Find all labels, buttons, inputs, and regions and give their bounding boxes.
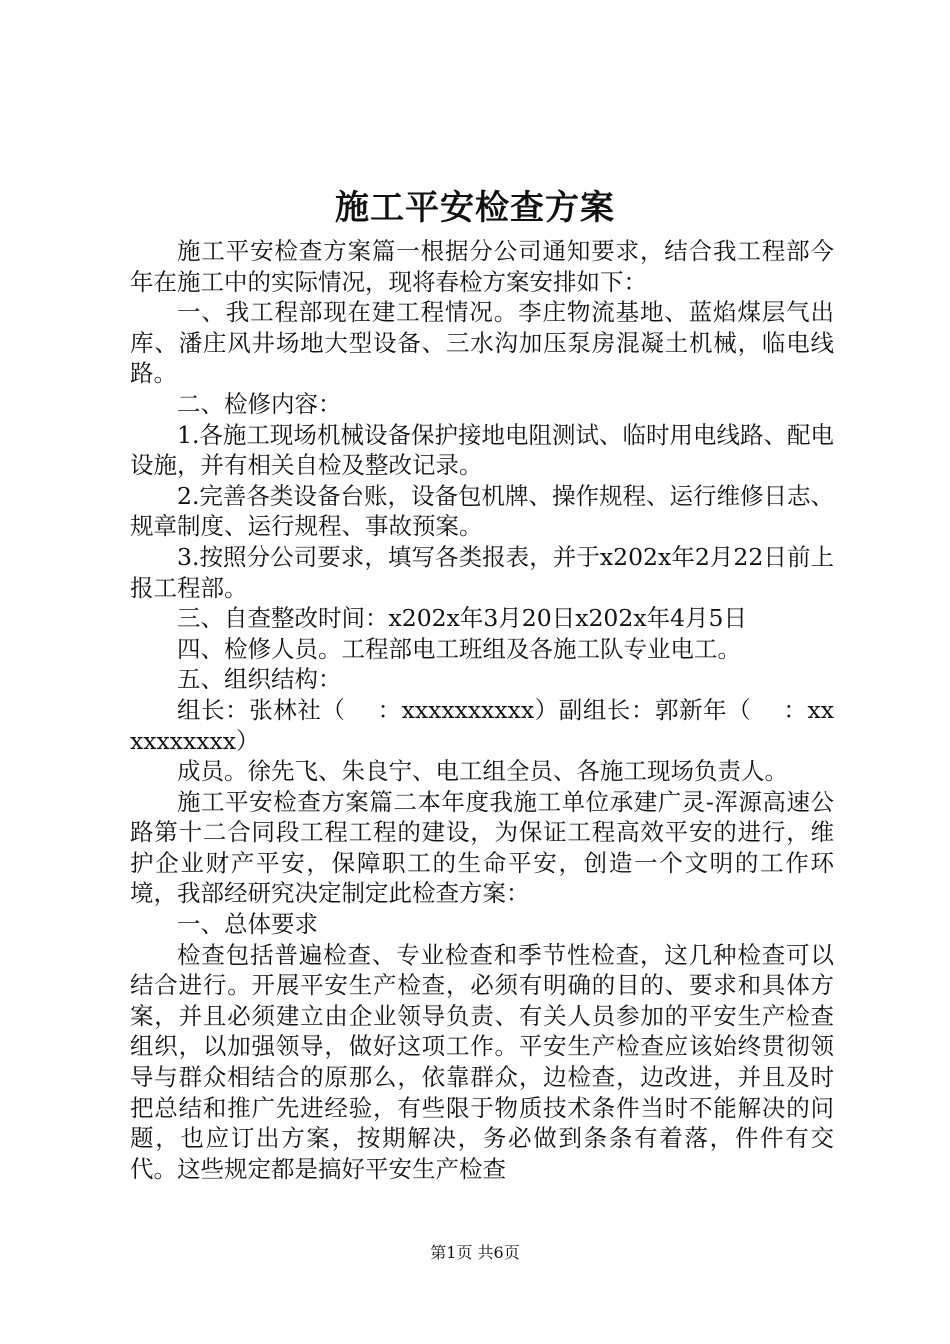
paragraph: 四、检修人员。工程部电工班组及各施工队专业电工。: [177, 634, 741, 663]
paragraph: 施工平安检查方案篇一根据分公司通知要求，结合我工程部今年在施工中的实际情况，现将春检方案安排如下：: [130, 237, 834, 296]
paragraph: 1.各施工现场机械设备保护接地电阻测试、临时用电线路、配电设施，并有相关自检及整改记录。: [130, 420, 834, 480]
paragraph: 组长：张林社（ ：xxxxxxxxxx）副组长：郭新年（ ：xxxxxxxxxx）: [130, 695, 834, 755]
paragraph: 三、自查整改时间：x202x年3月20日x202x年4月5日: [177, 604, 747, 633]
paragraph: 检查包括普遍检查、专业检查和季节性检查，这几种检查可以结合进行。开展平安生产检查，必须有明确的目的、要求和具体方案，并且必须建立由企业领导负责、有关人员参加的平安生产检查组织，以加强领导，做好这项工作。平安生产检查应该始终贯彻领导与群众相结合的原那么，依靠群众，边检查，边改进，并且及时把总结和推广先进经验，有些限于物质技术条件当时不能解决的问题，也应订出方案，按期解决，务必做到条条有着落，件件有交代。这些规定都是搞好平安生产检查: [130, 940, 834, 1183]
paragraph: 一、我工程部现在建工程情况。李庄物流基地、蓝焰煤层气出库、潘庄风井场地大型设备、三水沟加压泵房混凝土机械，临电线路。: [130, 298, 834, 388]
paragraph: 五、组织结构：: [177, 665, 342, 694]
paragraph: 2.完善各类设备台账，设备包机牌、操作规程、运行维修日志、规章制度、运行规程、事故预案。: [130, 481, 834, 541]
document-body: [130, 236, 834, 1184]
document-title: 施工平安检查方案: [335, 188, 615, 228]
paragraph: 成员。徐先飞、朱良宁、电工组全员、各施工现场负责人。: [177, 757, 788, 786]
paragraph: 3.按照分公司要求，填写各类报表，并于x202x年2月22日前上报工程部。: [130, 542, 834, 602]
paragraph: 一、总体要求: [177, 910, 318, 939]
paragraph: 二、检修内容：: [177, 389, 342, 418]
page-number-footer: 第1页 共6页: [430, 1243, 520, 1262]
paragraph: 施工平安检查方案篇二本年度我施工单位承建广灵-浑源高速公路第十二合同段工程工程的建设，为保证工程高效平安的进行，维护企业财产平安，保障职工的生命平安，创造一个文明的工作环境，我部经研究决定制定此检查方案：: [130, 787, 834, 908]
